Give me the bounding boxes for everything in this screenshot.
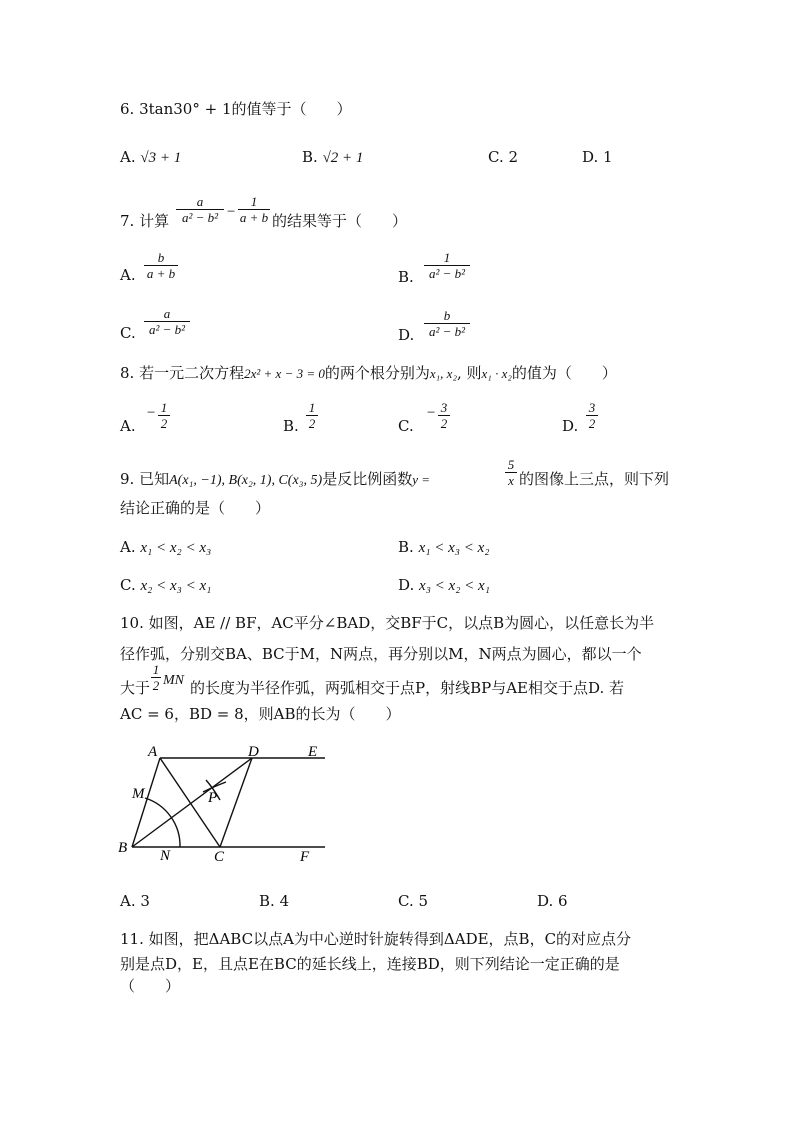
- q10-option-b: B. 4: [259, 892, 290, 910]
- q9-option-d: D. x₃ < x₂ < x₁: [398, 576, 490, 594]
- q8-option-b-fraction: 1 2: [306, 400, 318, 431]
- q8-option-a-fraction: 1 2: [158, 400, 170, 431]
- q8-option-b-label: B.: [283, 417, 299, 435]
- q7-number: 7. 计算: [120, 212, 170, 230]
- q9-stem-line2: 结论正确的是（ ）: [120, 499, 271, 517]
- q7-option-a-label: A.: [120, 266, 136, 284]
- segment-bd: [132, 758, 252, 847]
- q10-option-d: D. 6: [537, 892, 568, 910]
- q9-stem-suffix: 的图像上三点，则下列: [519, 470, 670, 488]
- q8-stem: 8. 若一元二次方程2x² + x − 3 = 0的两个根分别为x₁, x₂, 则x₁ · x₂的值为（ ）: [120, 364, 617, 382]
- q9-function-fraction: 5 x: [505, 457, 517, 488]
- q10-line4: AC = 6，BD = 8，则AB的长为（ ）: [120, 705, 401, 723]
- q10-mn: MN: [163, 673, 184, 688]
- q7-option-c-label: C.: [120, 324, 136, 342]
- q7-option-b-fraction: 1 a² − b²: [424, 250, 470, 281]
- q6-option-b: B. √2 + 1: [302, 148, 364, 166]
- q10-option-a: A. 3: [120, 892, 150, 910]
- q8-option-a-label: A.: [120, 417, 136, 435]
- q11-line2: 别是点D，E，且点E在BC的延长线上，连接BD，则下列结论一定正确的是: [120, 955, 620, 973]
- q8-option-a-sign: −: [146, 405, 157, 421]
- q6-option-a: A. √3 + 1: [120, 148, 182, 166]
- q10-line2: 径作弧，分别交BA、BC于M，N两点，再分别以M，N两点为圆心，都以一个: [120, 645, 642, 663]
- q8-option-c-fraction: 3 2: [438, 400, 450, 431]
- label-c: C: [214, 849, 225, 865]
- q10-option-c: C. 5: [398, 892, 429, 910]
- q9-stem-line1: 9. 已知A(x₁, −1), B(x₂, 1), C(x₃, 5)是反比例函数y =: [120, 470, 431, 488]
- q8-option-d-label: D.: [562, 417, 579, 435]
- q8-option-c-sign: −: [426, 405, 437, 421]
- q7-option-d-label: D.: [398, 326, 415, 344]
- q8-option-c-label: C.: [398, 417, 414, 435]
- q9-option-b: B. x₁ < x₃ < x₂: [398, 538, 490, 556]
- q7-suffix: 的结果等于（ ）: [272, 212, 408, 230]
- q10-line3-suffix: 的长度为半径作弧，两弧相交于点P，射线BP与AE相交于点D. 若: [190, 679, 625, 697]
- q6-option-d: D. 1: [582, 148, 613, 166]
- q7-minus: −: [226, 204, 237, 220]
- q11-line3: （ ）: [120, 977, 181, 995]
- q7-option-a-fraction: b a + b: [144, 250, 178, 281]
- label-f: F: [300, 849, 310, 865]
- q6-stem: 6. 3tan30° + 1的值等于（ ）: [120, 100, 352, 118]
- q10-figure: [110, 740, 340, 870]
- q9-option-c: C. x₂ < x₃ < x₁: [120, 576, 212, 594]
- segment-dc: [220, 758, 252, 847]
- q6-option-c: C. 2: [488, 148, 519, 166]
- q7-fraction-2: 1 a + b: [239, 194, 269, 225]
- label-d: D: [248, 744, 259, 760]
- q8-option-d-fraction: 3 2: [586, 400, 598, 431]
- label-b: B: [118, 840, 128, 856]
- q10-line1: 10. 如图，AE // BF，AC平分∠BAD，交BF于C，以点B为圆心，以任意长为半: [120, 614, 655, 632]
- q7-fraction-1: a a² − b²: [176, 194, 224, 225]
- label-p: P: [208, 790, 218, 806]
- label-n: N: [160, 848, 171, 864]
- label-m: M: [132, 786, 145, 802]
- q7-option-b-label: B.: [398, 268, 414, 286]
- q7-option-d-fraction: b a² − b²: [424, 308, 470, 339]
- q10-half-fraction: 1 2: [152, 662, 160, 693]
- q10-line3-prefix: 大于: [120, 679, 151, 697]
- label-e: E: [308, 744, 318, 760]
- label-a: A: [148, 744, 158, 760]
- arc-mn: [145, 798, 180, 847]
- q9-option-a: A. x₁ < x₂ < x₃: [120, 538, 212, 556]
- q7-option-c-fraction: a a² − b²: [144, 306, 190, 337]
- q11-line1: 11. 如图，把ΔABC以点A为中心逆时针旋转得到ΔADE，点B，C的对应点分: [120, 930, 632, 948]
